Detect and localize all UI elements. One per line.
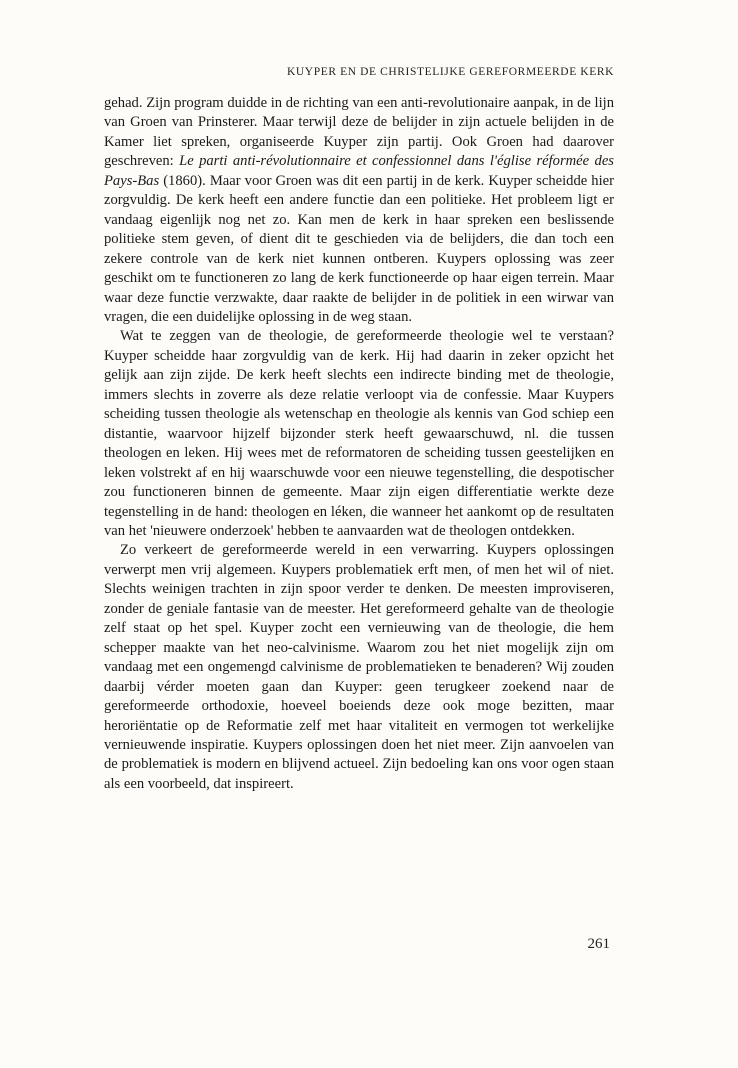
paragraph-2: Wat te zeggen van de theologie, de gereformeerde theologie wel te verstaan? Kuyper scheidde haar zorgvuldig van de kerk. Hij had daarin in zeker opzicht het gelijk aan zijn zijde. De kerk heeft slechts een indirecte binding met de theologie, immers slechts in zoverre als deze relatie verloopt via de confessie. Maar Kuypers scheiding tussen theologie als wetenschap en theologie als kennis van God schiep een distantie, waarvoor hijzelf bijzonder sterk heeft gewaarschuwd, nl. die tussen theologen en leken. Hij wees met de reformatoren de scheiding tussen geestelijken en leken volstrekt af en hij waarschuwde voor een nieuwe tegenstelling, die despotischer zou functioneren binnen de gemeente. Maar zijn eigen differentiatie werkte deze tegenstelling in de hand: theologen en léken, die wanneer het aankomt op de resultaten van het 'nieuwere onderzoek' hebben te aanvaarden wat de theologen ontdekken. <box>104 328 614 539</box>
book-title-italic: Le parti anti-révolutionnaire et confessionnel dans l'église réformée des Pays-Bas <box>104 153 614 189</box>
body-text <box>104 94 614 794</box>
paragraph-3: Zo verkeert de gereformeerde wereld in een verwarring. Kuypers oplossingen verwerpt men vrij algemeen. Kuypers problematiek erft men, of men het wil of niet. Slechts weinigen trachten in zijn spoor verder te denken. De meesten improviseren, zonder de geniale fantasie van de meester. Het gereformeerd gehalte van de theologie zelf staat op het spel. Kuyper zocht een vernieuwing van de theologie, die hem schepper maakte van het neo-calvinisme. Waarom zou het niet mogelijk zijn om vandaag met een ongemengd calvinisme de problematieken te benaderen? Wij zouden daarbij vérder moeten gaan dan Kuyper: geen terugkeer zoekend naar de gereformeerde orthodoxie, hoeveel boeiends deze ook moge bezitten, maar heroriëntatie op de Reformatie zelf met haar vitaliteit en vermogen tot werkelijke vernieuwende inspiratie. Kuypers oplossingen doen het niet meer. Zijn aanvoelen van de problematiek is modern en blijvend actueel. Zijn bedoeling kan ons voor ogen staan als een voorbeeld, dat inspireert. <box>104 542 614 792</box>
paragraph-1-text: gehad. Zijn program duidde in de richting van een anti-revolutionaire aanpak, in de lijn van Groen van Prinsterer. Maar terwijl deze de belijder in zijn actuele belijden in de Kamer liet spreken, organiseerde Kuyper zijn partij. Ook Groen had daarover geschreven: <box>104 95 614 170</box>
running-head: KUYPER EN DE CHRISTELIJKE GEREFORMEERDE KERK <box>287 66 614 78</box>
page-number: 261 <box>587 936 610 952</box>
paragraph-1 <box>104 94 614 327</box>
paragraph-1-text-end: (1860). Maar voor Groen was dit een partij in de kerk. Kuyper scheidde hier zorgvuldig. De kerk heeft een andere functie dan een politieke. Het probleem ligt er vandaag eigenlijk nog net zo. Kan men de kerk in haar spreken een beslissende politieke stem geven, of dient dit te geschieden via de belijders, die dan toch een zekere controle van de kerk niet kunnen ontberen. Kuypers oplossing was zeer geschikt om te functioneren zo lang de kerk functioneerde op haar eigen terrein. Maar waar deze functie verzwakte, daar raakte de belijder in de politiek in een wirwar van vragen, die een duidelijke oplossing in de weg staan. <box>104 172 614 325</box>
